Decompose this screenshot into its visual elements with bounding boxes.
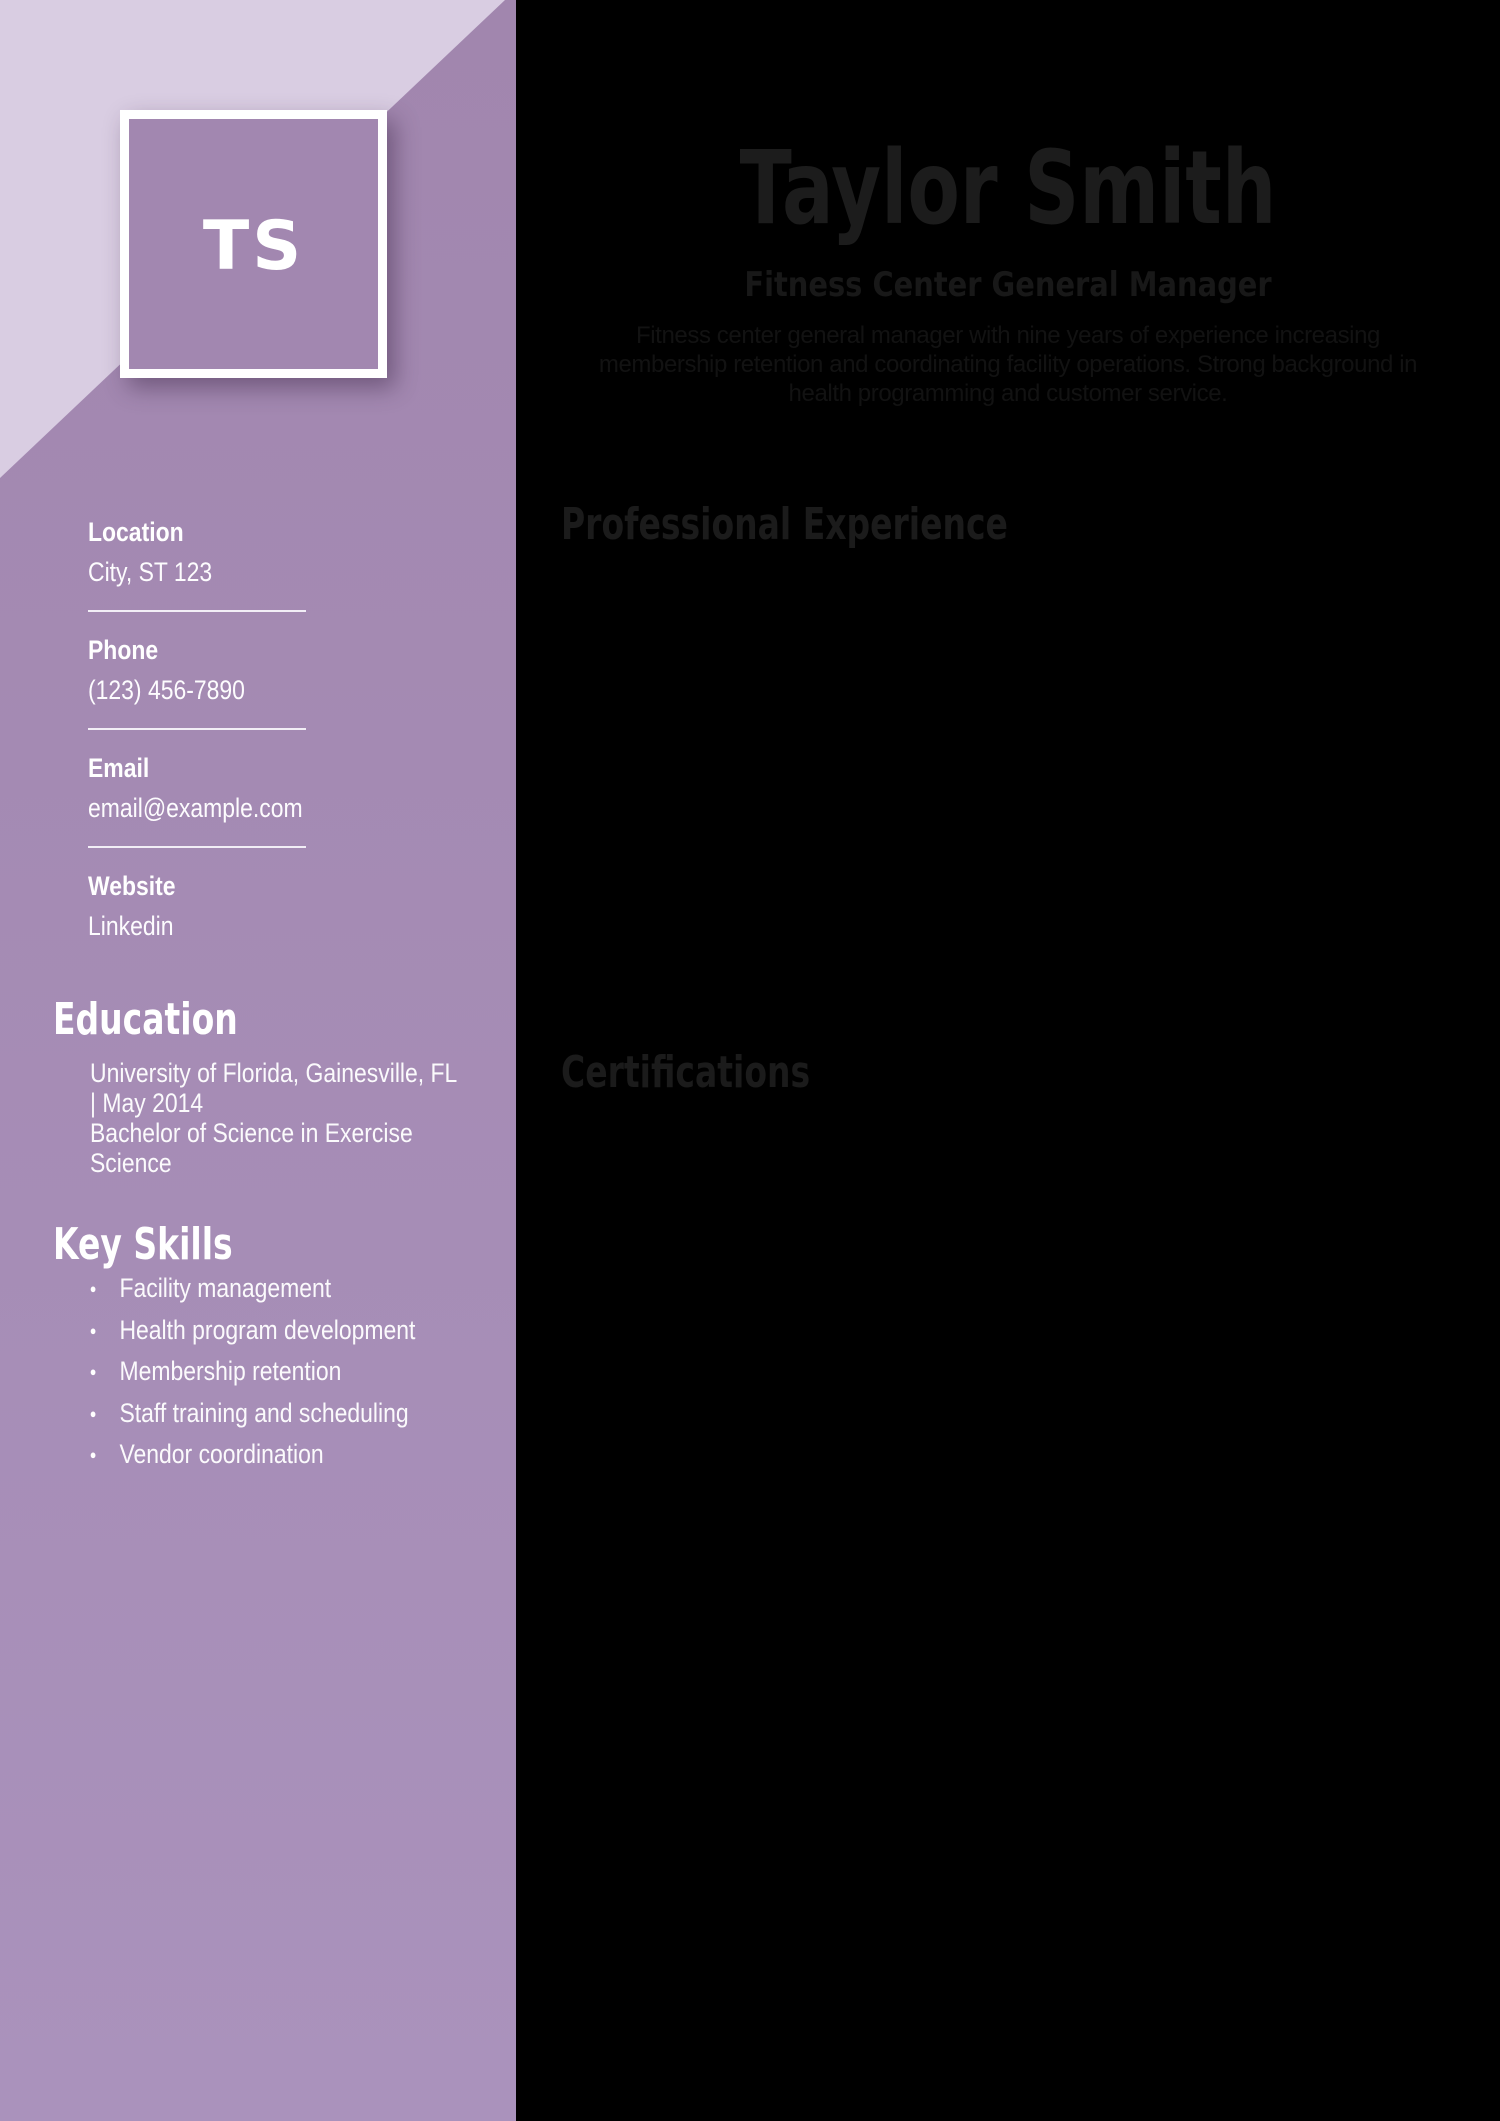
job-title: Fitness Center General Manager [744,265,1272,305]
contact-value-phone: (123) 456-7890 [88,675,245,705]
list-item [88,1351,454,1393]
summary-paragraph [516,321,1500,408]
bullet-icon: ● [89,1364,97,1379]
list-item [88,1393,454,1435]
list-item [88,1434,454,1476]
bullet-icon: ● [89,1281,97,1296]
divider [88,728,306,730]
contact-value-location: City, ST 123 [88,557,213,587]
monogram-badge [120,110,387,378]
main-content [516,0,1500,2121]
skill-label: Health program development [119,1314,416,1345]
professional-experience-heading: Professional Experience [561,499,1008,550]
key-skills-heading: Key Skills [53,1219,233,1270]
education-heading: Education [53,994,238,1045]
contact-label-website: Website [88,871,176,901]
divider [88,846,306,848]
contact-value-website-link[interactable]: Linkedin [88,911,174,941]
bullet-icon: ● [89,1322,97,1338]
education-line: Bachelor of Science in Exercise [90,1118,413,1148]
skill-label: Membership retention [119,1356,342,1386]
key-skills-list [88,1268,518,1476]
contact-group-email [88,755,488,848]
skill-label: Staff training and scheduling [119,1397,409,1428]
education-entry [90,1058,520,1178]
skill-label: Vendor coordination [119,1439,324,1469]
contact-group-location [88,519,488,612]
list-item [88,1268,454,1310]
contact-label-location: Location [88,517,184,547]
divider [88,610,306,612]
summary-line: membership retention and coordinating facility operations. Strong background in [598,351,1418,378]
contact-label-phone: Phone [88,635,159,665]
sidebar [0,0,516,2121]
contact-group-website [88,873,488,940]
education-line: Science [90,1148,172,1178]
bullet-icon: ● [89,1447,97,1462]
list-item [88,1310,454,1352]
page-title-name: Taylor Smith [739,129,1277,248]
summary-line: Fitness center general manager with nine years of experience increasing [635,322,1381,349]
monogram-initials: TS [202,206,305,286]
summary-line: health programming and customer service. [788,380,1228,407]
education-line: | May 2014 [90,1088,204,1118]
contact-label-email: Email [88,753,150,783]
certifications-heading: Certifications [561,1047,811,1098]
contact-group-phone [88,637,488,730]
bullet-icon: ● [89,1405,97,1421]
skill-label: Facility management [119,1273,332,1303]
contact-value-email[interactable]: email@example.com [88,793,303,823]
education-line: University of Florida, Gainesville, FL [90,1058,458,1088]
